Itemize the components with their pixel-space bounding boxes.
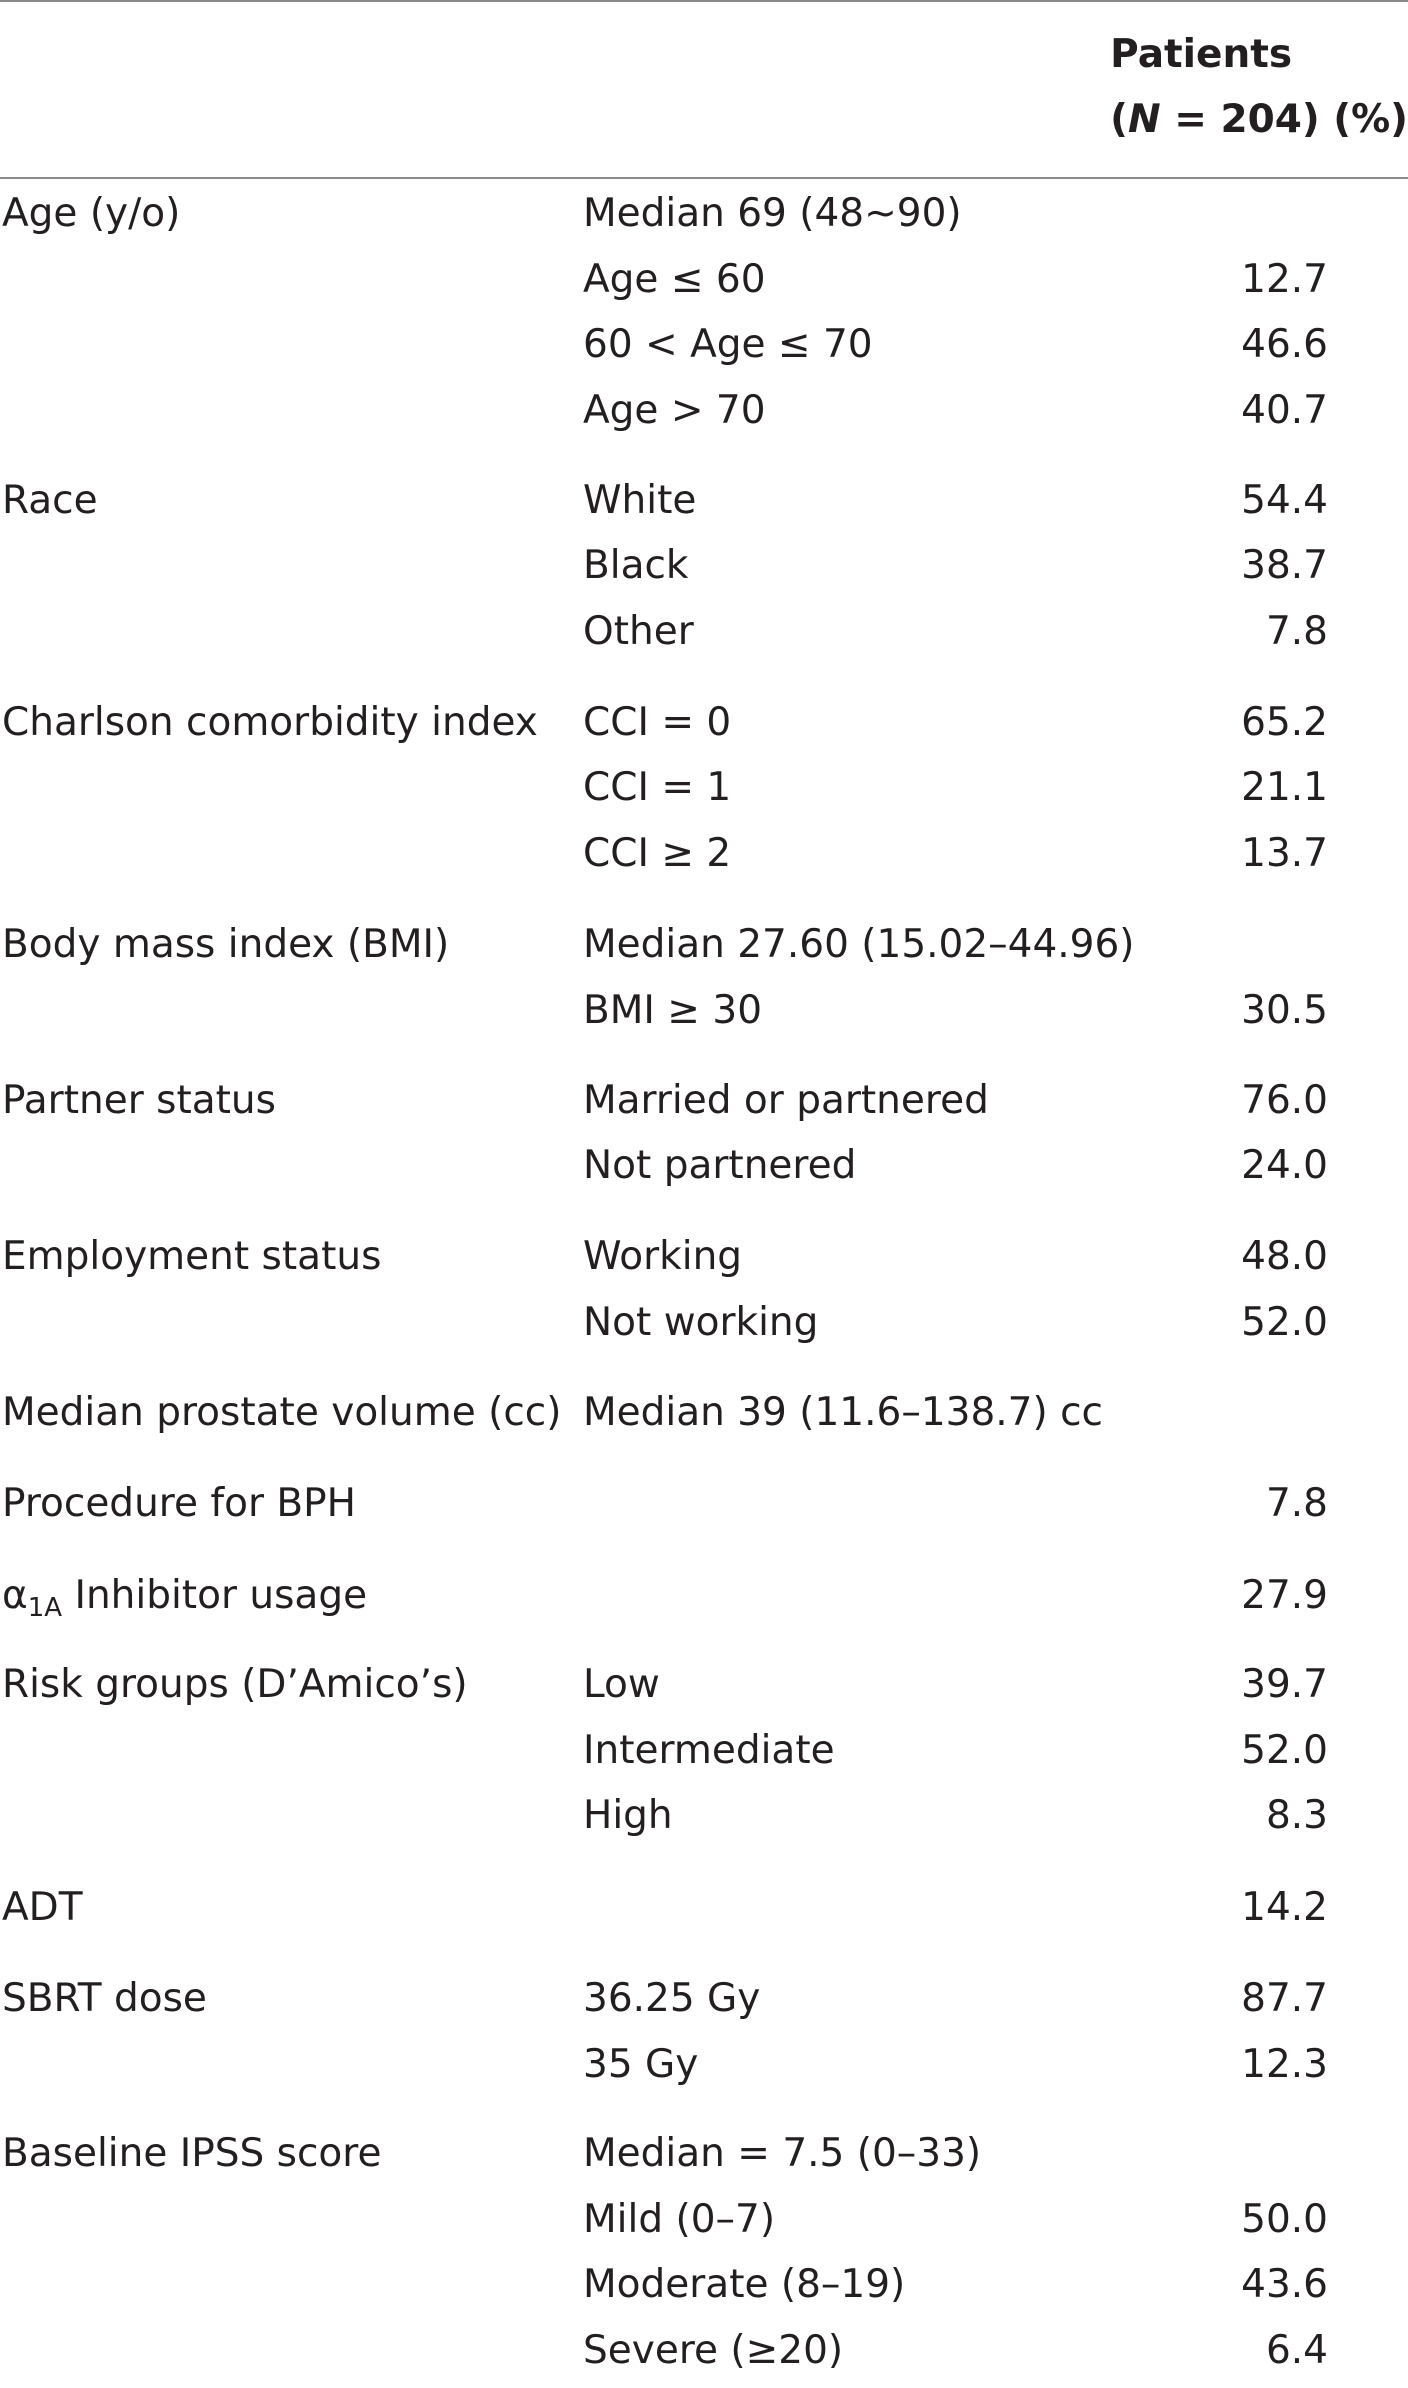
row-percent: 7.8 bbox=[1265, 609, 1328, 654]
row-percent: 8.3 bbox=[1265, 1793, 1328, 1838]
row-category: Median 39 (11.6–138.7) cc bbox=[583, 1390, 1103, 1435]
table-row bbox=[0, 690, 1408, 756]
header-line-1: Patients bbox=[1110, 32, 1293, 77]
row-category: Intermediate bbox=[583, 1728, 835, 1773]
table-row bbox=[0, 2252, 1408, 2318]
row-percent: 21.1 bbox=[1241, 765, 1328, 810]
row-percent: 7.8 bbox=[1265, 1481, 1328, 1526]
row-percent: 65.2 bbox=[1241, 700, 1328, 745]
row-percent: 43.6 bbox=[1241, 2262, 1328, 2307]
row-percent: 13.7 bbox=[1241, 831, 1328, 876]
table-row bbox=[0, 533, 1408, 599]
table-row bbox=[0, 247, 1408, 313]
row-category: CCI = 0 bbox=[583, 700, 732, 745]
table-row bbox=[0, 2121, 1408, 2187]
table-row bbox=[0, 755, 1408, 821]
row-category: Other bbox=[583, 609, 694, 654]
table-row bbox=[0, 1563, 1408, 1629]
row-percent: 50.0 bbox=[1241, 2197, 1328, 2242]
row-percent: 46.6 bbox=[1241, 322, 1328, 367]
row-label: Median prostate volume (cc) bbox=[2, 1390, 562, 1435]
row-category: CCI ≥ 2 bbox=[583, 831, 732, 876]
row-label: Baseline IPSS score bbox=[2, 2131, 382, 2176]
row-category: Median 27.60 (15.02–44.96) bbox=[583, 922, 1135, 967]
row-category: Median = 7.5 (0–33) bbox=[583, 2131, 982, 2176]
header-line-2: (N = 204) (%) bbox=[1110, 97, 1408, 142]
row-percent: 24.0 bbox=[1241, 1143, 1328, 1188]
table-row bbox=[0, 1966, 1408, 2032]
row-percent: 39.7 bbox=[1241, 1662, 1328, 1707]
row-category: Not partnered bbox=[583, 1143, 857, 1188]
table-row bbox=[0, 1875, 1408, 1941]
row-percent: 54.4 bbox=[1241, 478, 1328, 523]
table-row bbox=[0, 312, 1408, 378]
table-row bbox=[0, 2318, 1408, 2384]
alpha-subscript: 1A bbox=[27, 1593, 63, 1623]
table-row bbox=[0, 912, 1408, 978]
row-percent: 38.7 bbox=[1241, 543, 1328, 588]
row-category: Median 69 (48~90) bbox=[583, 191, 962, 236]
alpha-symbol: α bbox=[2, 1573, 28, 1618]
row-percent: 40.7 bbox=[1241, 388, 1328, 433]
table-row bbox=[0, 1380, 1408, 1446]
row-label: Body mass index (BMI) bbox=[2, 922, 450, 967]
row-category: Age > 70 bbox=[583, 388, 766, 433]
row-percent: 12.7 bbox=[1241, 257, 1328, 302]
row-percent: 12.3 bbox=[1241, 2042, 1328, 2087]
header-separator-rule bbox=[0, 177, 1408, 179]
row-percent: 27.9 bbox=[1241, 1573, 1328, 1618]
row-percent: 52.0 bbox=[1241, 1300, 1328, 1345]
row-category: 60 < Age ≤ 70 bbox=[583, 322, 873, 367]
row-category: Black bbox=[583, 543, 689, 588]
row-category: High bbox=[583, 1793, 673, 1838]
table-row bbox=[0, 2187, 1408, 2253]
row-label: Race bbox=[2, 478, 98, 523]
row-percent: 30.5 bbox=[1241, 988, 1328, 1033]
row-label: Employment status bbox=[2, 1234, 382, 1279]
table-row bbox=[0, 1290, 1408, 1356]
row-label: ADT bbox=[2, 1885, 83, 1930]
column-header-patients bbox=[1110, 22, 1408, 152]
row-category: Low bbox=[583, 1662, 660, 1707]
row-category: 35 Gy bbox=[583, 2042, 699, 2087]
row-label: $\alpha_{1A}$ Inhibitor usage bbox=[2, 1573, 368, 1623]
table-row bbox=[0, 1652, 1408, 1718]
table-row bbox=[0, 181, 1408, 247]
table-row bbox=[0, 1133, 1408, 1199]
row-category: Mild (0–7) bbox=[583, 2197, 776, 2242]
header-n-symbol: N bbox=[1127, 97, 1161, 142]
row-label: Charlson comorbidity index bbox=[2, 700, 538, 745]
row-category: 36.25 Gy bbox=[583, 1976, 761, 2021]
table-row bbox=[0, 978, 1408, 1044]
table-row bbox=[0, 378, 1408, 444]
table-row bbox=[0, 1783, 1408, 1849]
row-category: Married or partnered bbox=[583, 1078, 989, 1123]
row-category: BMI ≥ 30 bbox=[583, 988, 763, 1033]
table-row bbox=[0, 468, 1408, 534]
table-row bbox=[0, 2032, 1408, 2098]
row-percent: 87.7 bbox=[1241, 1976, 1328, 2021]
row-category: Severe (≥20) bbox=[583, 2328, 844, 2373]
row-percent: 14.2 bbox=[1241, 1885, 1328, 1930]
table-row bbox=[0, 1471, 1408, 1537]
row-category: Age ≤ 60 bbox=[583, 257, 766, 302]
table-row bbox=[0, 1224, 1408, 1290]
table-row bbox=[0, 599, 1408, 665]
table-top-rule bbox=[0, 0, 1408, 2]
row-label: Age (y/o) bbox=[2, 191, 181, 236]
row-category: CCI = 1 bbox=[583, 765, 732, 810]
row-percent: 48.0 bbox=[1241, 1234, 1328, 1279]
table-row bbox=[0, 821, 1408, 887]
row-percent: 76.0 bbox=[1241, 1078, 1328, 1123]
row-percent: 52.0 bbox=[1241, 1728, 1328, 1773]
row-label: Partner status bbox=[2, 1078, 276, 1123]
row-label: Risk groups (D’Amico’s) bbox=[2, 1662, 468, 1707]
table-row bbox=[0, 1068, 1408, 1134]
row-category: White bbox=[583, 478, 697, 523]
row-label: SBRT dose bbox=[2, 1976, 207, 2021]
row-label: Procedure for BPH bbox=[2, 1481, 356, 1526]
table-row bbox=[0, 1718, 1408, 1784]
row-category: Moderate (8–19) bbox=[583, 2262, 906, 2307]
row-category: Working bbox=[583, 1234, 743, 1279]
row-percent: 6.4 bbox=[1265, 2328, 1328, 2373]
row-category: Not working bbox=[583, 1300, 819, 1345]
